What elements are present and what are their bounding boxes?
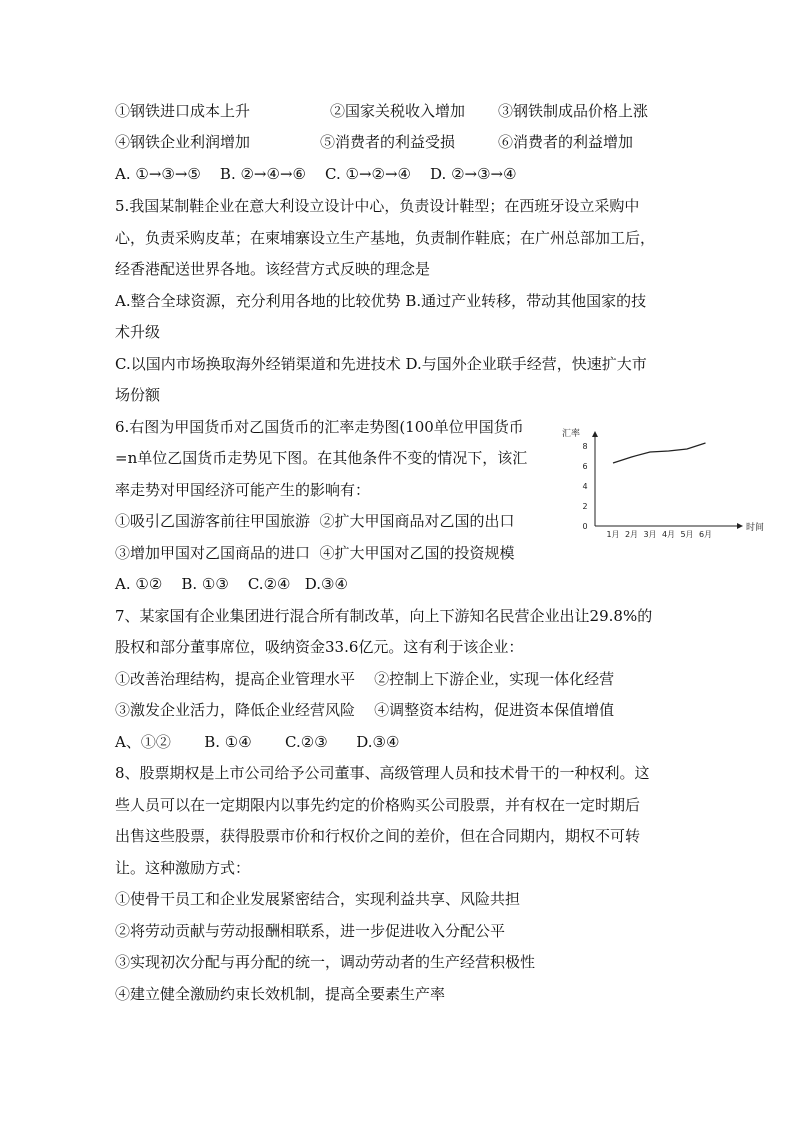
chart-x-tick-label: 6月 — [698, 530, 713, 539]
q4-answers: A. ①→③→⑤ B. ②→④→⑥ C. ①→②→④ D. ②→③→④ — [115, 165, 517, 183]
q4-option-1: ①钢铁进口成本上升 — [115, 102, 251, 120]
q8-line2: 些人员可以在一定期限内以事先约定的价格购买公司股票，并有权在一定时期后 — [115, 796, 641, 814]
q5-option-a-b: A.整合全球资源，充分利用各地的比较优势 B.通过产业转移，带动其他国家的技 — [115, 292, 647, 310]
q5-line2: 心，负责采购皮革；在柬埔寨设立生产基地，负责制作鞋底；在广州总部加工后， — [115, 229, 656, 247]
q8-option-1: ①使骨干员工和企业发展紧密结合，实现利益共享、风险共担 — [115, 890, 521, 908]
chart-y-tick-label: 8 — [582, 442, 588, 451]
chart-x-axis-label: 时间 — [746, 523, 765, 533]
chart-y-axis-arrow — [592, 431, 598, 437]
q6-line1: 6.右图为甲国货币对乙国货币的汇率走势图(100单位甲国货币 — [115, 418, 524, 436]
q5-line1: 5.我国某制鞋企业在意大利设立设计中心，负责设计鞋型；在西班牙设立采购中 — [115, 197, 640, 215]
q6-options-3-4: ③增加甲国对乙国商品的进口 ④扩大甲国对乙国的投资规模 — [115, 544, 515, 562]
q8-line1: 8、股票期权是上市公司给予公司董事、高级管理人员和技术骨干的一种权利。这 — [115, 764, 650, 782]
q4-option-6: ⑥消费者的利益增加 — [498, 133, 634, 151]
q7-line2: 股权和部分董事席位，吸纳资金33.6亿元。这有利于该企业： — [115, 638, 524, 656]
q6-answers: A. ①② B. ①③ C.②④ D.③④ — [115, 575, 348, 593]
q6-options-1-2: ①吸引乙国游客前往甲国旅游 ②扩大甲国商品对乙国的出口 — [115, 512, 515, 530]
chart-y-tick-label: 2 — [582, 502, 588, 511]
q4-options-row1 — [115, 101, 648, 121]
q7-options-3-4: ③激发企业活力，降低企业经营风险 ④调整资本结构，促进资本保值增值 — [115, 701, 615, 719]
chart-x-axis-arrow — [737, 523, 743, 529]
chart-x-tick-label: 2月 — [624, 530, 639, 539]
q6-line2: =n单位乙国货币走势见下图。在其他条件不变的情况下，该汇 — [115, 449, 528, 467]
chart-y-tick-label: 0 — [582, 522, 588, 531]
q7-line1: 7、某家国有企业集团进行混合所有制改革，向上下游知名民营企业出让29.8%的 — [115, 607, 653, 625]
chart-x-tick-label: 3月 — [643, 530, 657, 539]
q7-answers: A、①② B. ①④ C.②③ D.③④ — [115, 733, 400, 751]
q8-option-4: ④建立健全激励约束长效机制，提高全要素生产率 — [115, 985, 446, 1003]
q5-option-c-d: C.以国内市场换取海外经销渠道和先进技术 D.与国外企业联手经营，快速扩大市 — [115, 355, 647, 373]
q7-options-1-2: ①改善治理结构，提高企业管理水平 ②控制上下游企业，实现一体化经营 — [115, 670, 615, 688]
chart-y-axis-label: 汇率 — [562, 429, 581, 439]
chart-y-tick-label: 6 — [582, 462, 588, 471]
chart-x-tick-label: 1月 — [606, 530, 620, 539]
chart-series-line — [613, 443, 706, 463]
q4-option-5: ⑤消费者的利益受损 — [320, 133, 456, 151]
q6-line3: 率走势对甲国经济可能产生的影响有： — [115, 481, 371, 499]
chart-x-tick-label: 5月 — [680, 530, 694, 539]
q5-line3: 经香港配送世界各地。该经营方式反映的理念是 — [115, 260, 431, 278]
q4-options-row2 — [115, 132, 633, 152]
q4-option-2: ②国家关税收入增加 — [330, 102, 466, 120]
q8-option-3: ③实现初次分配与再分配的统一，调动劳动者的生产经营积极性 — [115, 953, 536, 971]
chart-y-tick-label: 4 — [582, 482, 588, 491]
exchange-rate-chart — [560, 420, 780, 550]
q5-option-b-cont: 术升级 — [115, 323, 161, 341]
q5-option-d-cont: 场份额 — [115, 386, 161, 404]
q4-option-3: ③钢铁制成品价格上涨 — [498, 102, 649, 120]
q8-option-2: ②将劳动贡献与劳动报酬相联系，进一步促进收入分配公平 — [115, 922, 506, 940]
chart-x-tick-label: 4月 — [661, 530, 676, 539]
q8-line3: 出售这些股票，获得股票市价和行权价之间的差价，但在合同期内，期权不可转 — [115, 827, 641, 845]
q8-line4: 让。这种激励方式： — [115, 859, 251, 877]
q4-option-4: ④钢铁企业利润增加 — [115, 133, 251, 151]
